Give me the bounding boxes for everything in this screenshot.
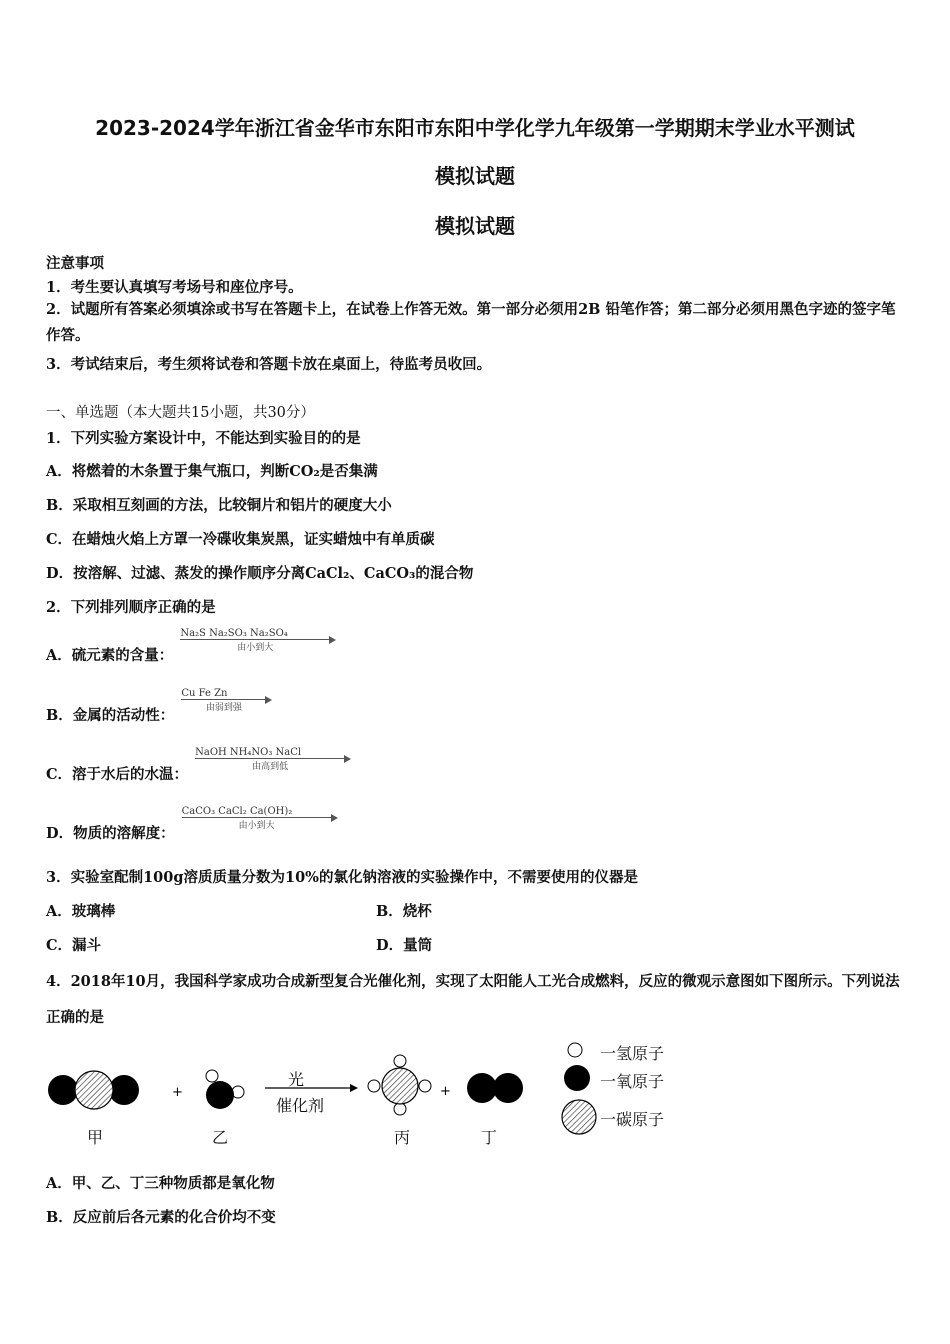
q3-option-b: B．烧杯 (376, 903, 432, 920)
molecule-bing (368, 1055, 431, 1115)
q2-option-b (46, 688, 266, 724)
legend-oxygen: 一氧原子 (600, 1072, 665, 1091)
q4-stem: 4．2018年10月，我国科学家成功合成新型复合光催化剂，实现了太阳能人工光合成燃料，反应的微观示意图如下图所示。下列说法正确的是 (46, 973, 900, 1026)
reaction-arrow (265, 1084, 358, 1092)
notice-item-3: 3．考试结束后，考生须将试卷和答题卡放在桌面上，待监考员收回。 (46, 356, 492, 373)
q2-option-a-label: A．硫元素的含量： (46, 646, 174, 664)
q2-option-d-sequence: CaCO₃ CaCl₂ Ca(OH)₂ (181, 806, 293, 817)
q3-option-d: D．量筒 (376, 937, 433, 954)
q2-option-a-order: 由小到大 (237, 643, 274, 653)
notice-item-2: 2．试题所有答案必须填涂或书写在答题卡上，在试卷上作答无效。第一部分必须用2B 铅笔作答；第二部分必须用黑色字迹的签字笔作答。 (46, 301, 896, 344)
q3-option-c: C．漏斗 (46, 937, 102, 954)
q1-option-b: B．采取相互刻画的方法，比较铜片和铝片的硬度大小 (46, 497, 392, 514)
label-ding: 丁 (481, 1128, 498, 1147)
section-heading: 一、单选题（本大题共15小题，共30分） (46, 405, 315, 421)
q4-option-b: B．反应前后各元素的化合价均不变 (46, 1209, 276, 1226)
q2-option-a-sequence: Na₂S Na₂SO₃ Na₂SO₄ (180, 628, 288, 639)
q1-option-c: C．在蜡烛火焰上方罩一冷碟收集炭黑，证实蜡烛中有单质碳 (46, 531, 435, 548)
molecule-ding (467, 1073, 523, 1103)
condition-catalyst: 催化剂 (276, 1096, 325, 1115)
q2-option-d (46, 806, 332, 842)
q2-option-a (46, 628, 330, 664)
q3-option-a: A．玻璃棒 (46, 903, 116, 920)
label-bing: 丙 (394, 1128, 411, 1147)
q4-option-a: A．甲、乙、丁三种物质都是氧化物 (46, 1175, 275, 1192)
plus-sign-1: + (172, 1085, 183, 1100)
condition-light: 光 (288, 1070, 305, 1089)
q1-option-a: A．将燃着的木条置于集气瓶口，判断CO₂是否集满 (46, 463, 378, 480)
q2-option-d-order: 由小到大 (238, 821, 275, 831)
q1-stem: 1．下列实验方案设计中，不能达到实验目的的是 (46, 430, 361, 447)
legend-hydrogen: 一氢原子 (600, 1044, 665, 1063)
q1-option-d: D．按溶解、过滤、蒸发的操作顺序分离CaCl₂、CaCO₃的混合物 (46, 565, 474, 582)
molecule-jia (48, 1071, 139, 1109)
plus-sign-2: + (440, 1084, 451, 1099)
q2-option-c-order: 由高到低 (252, 762, 289, 772)
q2-option-a-arrow (180, 628, 330, 653)
molecule-yi (206, 1070, 244, 1109)
q2-option-b-sequence: Cu Fe Zn (181, 688, 228, 699)
q2-option-c-arrow (195, 747, 345, 772)
label-jia: 甲 (87, 1128, 104, 1147)
q2-option-b-arrow (181, 688, 266, 713)
q2-option-d-label: D．物质的溶解度： (46, 824, 175, 842)
q2-option-b-label: B．金属的活动性： (46, 706, 175, 724)
q2-option-d-arrow (182, 806, 332, 831)
legend-symbols (562, 1043, 596, 1134)
label-yi: 乙 (212, 1128, 229, 1147)
q2-option-b-order: 由弱到强 (205, 703, 242, 713)
q2-option-c (46, 747, 345, 783)
legend-carbon: 一碳原子 (600, 1110, 665, 1129)
notice-heading: 注意事项 (46, 255, 104, 272)
q3-stem: 3．实验室配制100g溶质质量分数为10%的氯化钠溶液的实验操作中，不需要使用的仪器是 (46, 869, 638, 886)
notice-item-1: 1．考生要认真填写考场号和座位序号。 (46, 279, 303, 296)
q2-option-c-label: C．溶于水后的水温： (46, 765, 189, 783)
exam-subtitle: 模拟试题 (435, 164, 515, 188)
q2-stem: 2．下列排列顺序正确的是 (46, 599, 216, 616)
exam-subtitle-2: 模拟试题 (435, 214, 515, 238)
exam-title: 2023-2024学年浙江省金华市东阳市东阳中学化学九年级第一学期期末学业水平测试 (95, 116, 855, 140)
reaction-diagram (40, 1035, 740, 1155)
q2-option-c-sequence: NaOH NH₄NO₃ NaCl (195, 747, 302, 758)
